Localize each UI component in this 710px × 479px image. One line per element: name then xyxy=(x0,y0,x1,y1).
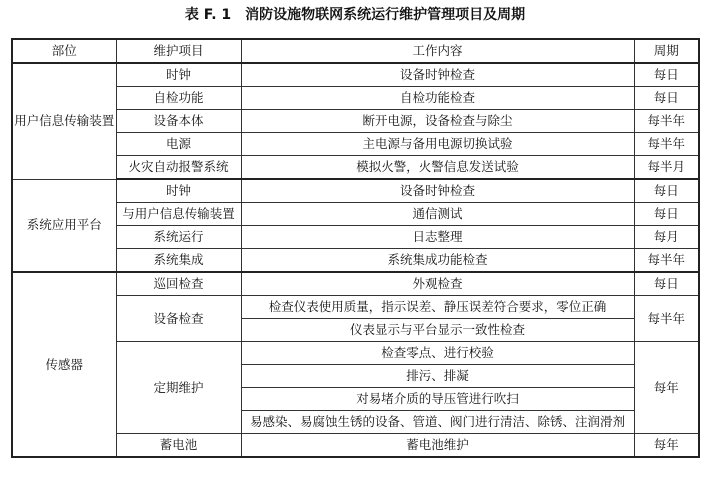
cycle-cell: 每半年 xyxy=(634,133,699,156)
item-cell: 电源 xyxy=(116,133,241,156)
part-cell: 传感器 xyxy=(12,272,116,457)
content-cell: 设备时钟检查 xyxy=(241,179,634,203)
header-row xyxy=(12,39,699,63)
item-cell: 火灾自动报警系统 xyxy=(116,156,241,180)
content-cell: 检查仪表使用质量，指示误差、静压误差符合要求，零位正确 xyxy=(241,296,634,319)
table-number: 表 F. 1 xyxy=(184,7,232,23)
table-title: 消防设施物联网系统运行维护管理项目及周期 xyxy=(245,7,526,23)
table-row xyxy=(12,63,699,87)
table-row xyxy=(12,87,699,110)
item-cell: 系统运行 xyxy=(116,226,241,249)
content-cell: 排污、排凝 xyxy=(241,365,634,388)
content-cell: 设备时钟检查 xyxy=(241,63,634,87)
maintenance-table xyxy=(11,38,700,458)
cycle-cell: 每日 xyxy=(634,87,699,110)
cycle-cell: 每年 xyxy=(634,342,699,434)
item-cell: 蓄电池 xyxy=(116,434,241,458)
cycle-cell: 每日 xyxy=(634,203,699,226)
item-cell: 巡回检查 xyxy=(116,272,241,296)
cycle-cell: 每月 xyxy=(634,226,699,249)
item-cell: 定期维护 xyxy=(116,342,241,434)
content-cell: 仪表显示与平台显示一致性检查 xyxy=(241,319,634,342)
table-row xyxy=(12,179,699,203)
item-cell: 自检功能 xyxy=(116,87,241,110)
content-cell: 断开电源，设备检查与除尘 xyxy=(241,110,634,133)
content-cell: 主电源与备用电源切换试验 xyxy=(241,133,634,156)
item-cell: 设备检查 xyxy=(116,296,241,342)
header-part: 部位 xyxy=(12,39,116,63)
part-cell: 系统应用平台 xyxy=(12,179,116,272)
table-row xyxy=(12,133,699,156)
table-row xyxy=(12,272,699,296)
table-row xyxy=(12,203,699,226)
content-cell: 对易堵介质的导压管进行吹扫 xyxy=(241,388,634,411)
content-cell: 日志整理 xyxy=(241,226,634,249)
item-cell: 时钟 xyxy=(116,179,241,203)
content-cell: 系统集成功能检查 xyxy=(241,249,634,273)
item-cell: 系统集成 xyxy=(116,249,241,273)
cycle-cell: 每日 xyxy=(634,272,699,296)
cycle-cell: 每日 xyxy=(634,179,699,203)
item-cell: 时钟 xyxy=(116,63,241,87)
header-item: 维护项目 xyxy=(116,39,241,63)
table-caption xyxy=(0,4,710,24)
table-row xyxy=(12,342,699,365)
table-row xyxy=(12,156,699,180)
table-row xyxy=(12,226,699,249)
cycle-cell: 每半年 xyxy=(634,110,699,133)
table-row xyxy=(12,249,699,273)
content-cell: 易感染、易腐蚀生锈的设备、管道、阀门进行清洁、除锈、注润滑剂 xyxy=(241,411,634,434)
table-row xyxy=(12,434,699,458)
item-cell: 设备本体 xyxy=(116,110,241,133)
part-cell: 用户信息传输装置 xyxy=(12,63,116,179)
cycle-cell: 每半月 xyxy=(634,156,699,180)
cycle-cell: 每半年 xyxy=(634,296,699,342)
item-cell: 与用户信息传输装置 xyxy=(116,203,241,226)
cycle-cell: 每日 xyxy=(634,63,699,87)
content-cell: 蓄电池维护 xyxy=(241,434,634,458)
table-row xyxy=(12,296,699,319)
content-cell: 自检功能检查 xyxy=(241,87,634,110)
content-cell: 模拟火警，火警信息发送试验 xyxy=(241,156,634,180)
content-cell: 通信测试 xyxy=(241,203,634,226)
cycle-cell: 每半年 xyxy=(634,249,699,273)
table-row xyxy=(12,110,699,133)
content-cell: 检查零点、进行校验 xyxy=(241,342,634,365)
header-cycle: 周期 xyxy=(634,39,699,63)
content-cell: 外观检查 xyxy=(241,272,634,296)
header-content: 工作内容 xyxy=(241,39,634,63)
cycle-cell: 每年 xyxy=(634,434,699,458)
